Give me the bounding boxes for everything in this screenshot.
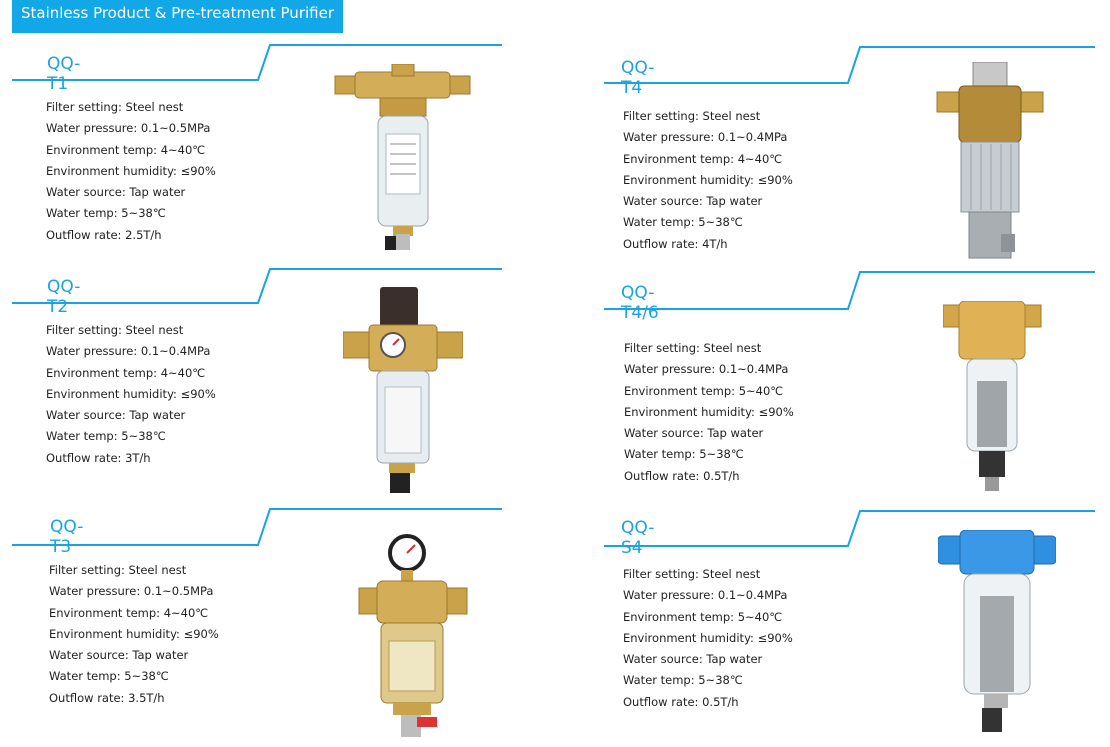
spec-value: 5~38℃ [698, 673, 743, 688]
spec-label: Outflow rate: [46, 450, 126, 465]
spec-label: Environment humidity: [624, 404, 759, 419]
spec-label: Filter setting: [46, 323, 126, 337]
spec-label: Water temp: [46, 206, 122, 221]
spec-label: Environment humidity: [623, 630, 758, 645]
spec-value: 0.1~0.5MPa [140, 121, 211, 136]
spec-label: Outflow rate: [623, 236, 703, 251]
spec-value: Tap water [706, 194, 763, 209]
spec-label: Water temp: [49, 669, 125, 684]
spec-value: Tap water [129, 408, 186, 423]
spec-label: Filter setting: [49, 563, 129, 577]
spec-label: Filter setting: [623, 567, 703, 581]
product-title: QQ-T3 [50, 517, 84, 557]
spec-value: 5~38℃ [698, 215, 743, 230]
spec-label: Outflow rate: [623, 694, 703, 709]
spec-label: Outflow rate: [46, 227, 126, 242]
spec-label: Environment temp: [49, 605, 164, 620]
spec-value: 2.5T/h [125, 227, 162, 242]
qq-t4-filter-image [935, 62, 1045, 262]
spec-value: ≤90% [758, 404, 794, 419]
spec-label: Water pressure: [46, 121, 141, 136]
product-title: QQ-S4 [621, 518, 655, 558]
spec-label: Environment humidity: [46, 163, 181, 178]
spec-label: Water source: [46, 408, 130, 423]
spec-value: ≤90% [180, 163, 216, 178]
spec-value: 5~38℃ [124, 669, 169, 684]
spec-label: Water source: [46, 185, 130, 200]
spec-label: Water source: [49, 648, 133, 663]
spec-value: Tap water [132, 648, 189, 663]
page-title: Stainless Product & Pre-treatment Purifier [21, 4, 334, 22]
spec-label: Water pressure: [49, 584, 144, 599]
spec-value: Steel nest [125, 323, 184, 337]
spec-label: Water pressure: [623, 588, 718, 603]
spec-value: 3.5T/h [128, 690, 165, 705]
spec-value: 5~38℃ [121, 206, 166, 221]
spec-label: Filter setting: [46, 100, 126, 114]
product-title: QQ-T4 [621, 58, 655, 98]
qq-t3-filter-image [357, 533, 472, 743]
spec-value: Steel nest [703, 341, 762, 355]
spec-value: ≤90% [757, 172, 793, 187]
spec-value: 0.1~0.4MPa [718, 362, 789, 377]
spec-value: Steel nest [125, 100, 184, 114]
spec-list [623, 564, 793, 713]
spec-value: 0.1~0.4MPa [717, 588, 788, 603]
spec-label: Filter setting: [623, 109, 703, 123]
spec-label: Water source: [623, 194, 707, 209]
spec-label: Water source: [623, 652, 707, 667]
spec-value: 3T/h [125, 450, 151, 465]
spec-label: Environment temp: [624, 383, 739, 398]
qq-s4-filter-image [938, 530, 1056, 742]
spec-value: 0.1~0.4MPa [140, 344, 211, 359]
spec-label: Environment temp: [623, 609, 738, 624]
spec-humidity [623, 628, 793, 649]
spec-label: Environment humidity: [46, 386, 181, 401]
spec-value: Steel nest [702, 109, 761, 123]
product-title: QQ-T2 [47, 277, 81, 317]
spec-value: ≤90% [180, 386, 216, 401]
spec-label: Water temp: [623, 673, 699, 688]
spec-value: Tap water [707, 426, 764, 441]
qq-t1-filter-image [330, 64, 475, 254]
spec-value: 4~40℃ [160, 142, 206, 157]
product-title: QQ-T1 [47, 54, 81, 94]
spec-label: Water source: [624, 426, 708, 441]
product-title: QQ-T4/6 [621, 283, 659, 323]
spec-label: Environment humidity: [623, 172, 758, 187]
spec-value: 4~40℃ [737, 151, 783, 166]
spec-env-temp [623, 607, 793, 628]
spec-water-temp [623, 670, 793, 691]
spec-value: 4T/h [702, 236, 728, 251]
spec-label: Water temp: [624, 447, 700, 462]
spec-value: 5~40℃ [737, 609, 783, 624]
spec-value: 5~40℃ [738, 383, 784, 398]
qq-t2-filter-image [343, 287, 463, 497]
spec-value: Tap water [129, 185, 186, 200]
spec-value: 0.1~0.4MPa [717, 130, 788, 145]
spec-value: ≤90% [183, 626, 219, 641]
spec-filter [623, 564, 793, 585]
spec-label: Outflow rate: [49, 690, 129, 705]
spec-label: Water pressure: [624, 362, 719, 377]
spec-source [623, 649, 793, 670]
spec-value: Tap water [706, 652, 763, 667]
spec-value: 0.5T/h [703, 468, 740, 483]
spec-value: 5~38℃ [121, 429, 166, 444]
spec-value: Steel nest [702, 567, 761, 581]
spec-pressure [623, 585, 793, 606]
spec-label: Water temp: [46, 429, 122, 444]
spec-value: 4~40℃ [163, 605, 209, 620]
spec-outflow [623, 692, 793, 713]
spec-label: Water pressure: [46, 344, 141, 359]
spec-value: 0.1~0.5MPa [143, 584, 214, 599]
spec-label: Filter setting: [624, 341, 704, 355]
spec-label: Environment humidity: [49, 626, 184, 641]
spec-value: ≤90% [757, 630, 793, 645]
spec-label: Water pressure: [623, 130, 718, 145]
spec-value: 4~40℃ [160, 365, 206, 380]
spec-label: Environment temp: [46, 365, 161, 380]
spec-label: Environment temp: [623, 151, 738, 166]
spec-value: 0.5T/h [702, 694, 739, 709]
spec-label: Environment temp: [46, 142, 161, 157]
spec-value: Steel nest [128, 563, 187, 577]
spec-value: 5~38℃ [699, 447, 744, 462]
spec-label: Outflow rate: [624, 468, 704, 483]
qq-t46-filter-image [943, 301, 1043, 493]
spec-label: Water temp: [623, 215, 699, 230]
